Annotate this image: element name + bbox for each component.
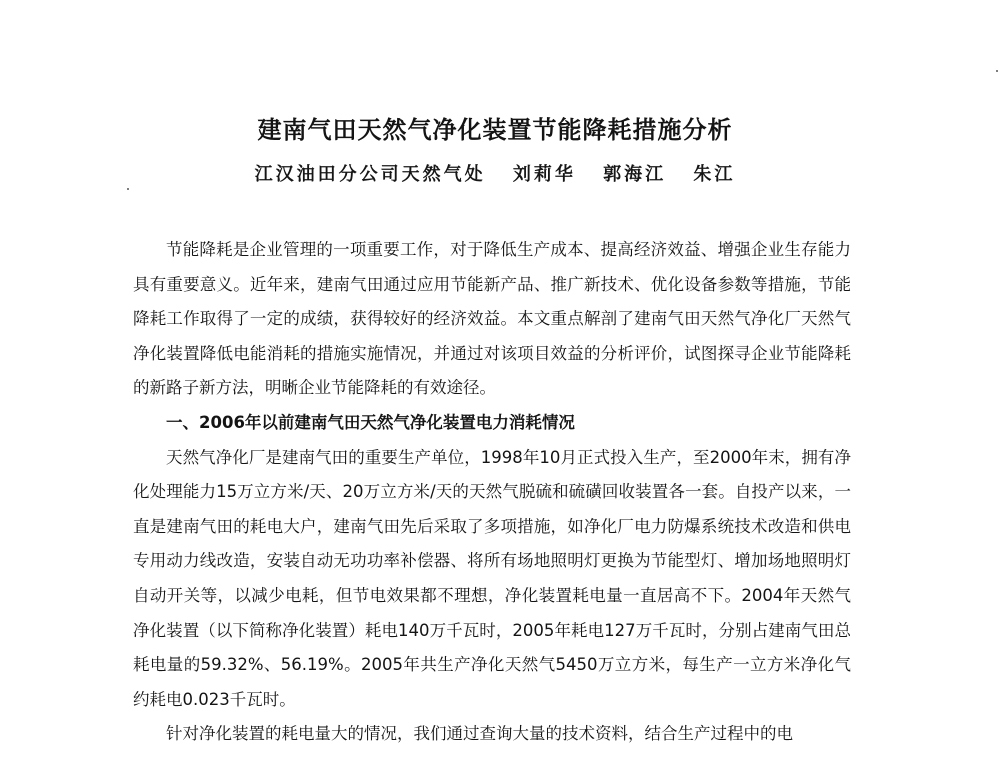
document-title: 建南气田天然气净化装置节能降耗措施分析 — [257, 116, 733, 144]
author-name: 朱江 — [693, 164, 736, 185]
scan-speck — [996, 70, 998, 72]
section-heading: 一、2006年以前建南气田天然气净化装置电力消耗情况 — [166, 412, 575, 432]
body-paragraph: 天然气净化厂是建南气田的重要生产单位，1998年10月正式投入生产，至2000年末，拥有净化处理能力15万立方米/天、20万立方米/天的天然气脱硫和硫磺回收装置各一套。自投产以来，一直是建南气田的耗电大户，建南气田先后采取了多项措施，如净化厂电力防爆系统技术改造和供电专用动力线改造，安装自动无功功率补偿器、将所有场地照明灯更换为节能型灯、增加场地照明灯自动开关等，以减少电耗，但节电效果都不理想，净化装置耗电量一直居高不下。2004年天然气净化装置（以下简称净化装置）耗电140万千瓦时，2005年耗电127万千瓦时，分别占建南气田总耗电量的59.32%、56.19%。2005年共生产净化天然气5450万立方米，每生产一立方米净化气约耗电0.023千瓦时。 — [133, 447, 851, 709]
body-paragraph: 针对净化装置的耗电量大的情况，我们通过查询大量的技术资料，结合生产过程中的电 — [166, 724, 793, 744]
document-body — [133, 233, 851, 752]
author-name: 郭海江 — [603, 164, 667, 185]
byline — [0, 160, 990, 186]
scan-speck — [127, 188, 129, 190]
author-name: 刘莉华 — [512, 164, 576, 185]
intro-paragraph: 节能降耗是企业管理的一项重要工作，对于降低生产成本、提高经济效益、增强企业生存能力具有重要意义。近年来，建南气田通过应用节能新产品、推广新技术、优化设备参数等措施，节能降耗工作取得了一定的成绩，获得较好的经济效益。本文重点解剖了建南气田天然气净化厂天然气净化装置降低电能消耗的措施实施情况，并通过对该项目效益的分析评价，试图探寻企业节能降耗的新路子新方法，明晰企业节能降耗的有效途径。 — [133, 240, 851, 398]
author-organization: 江汉油田分公司天然气处 — [254, 164, 486, 185]
